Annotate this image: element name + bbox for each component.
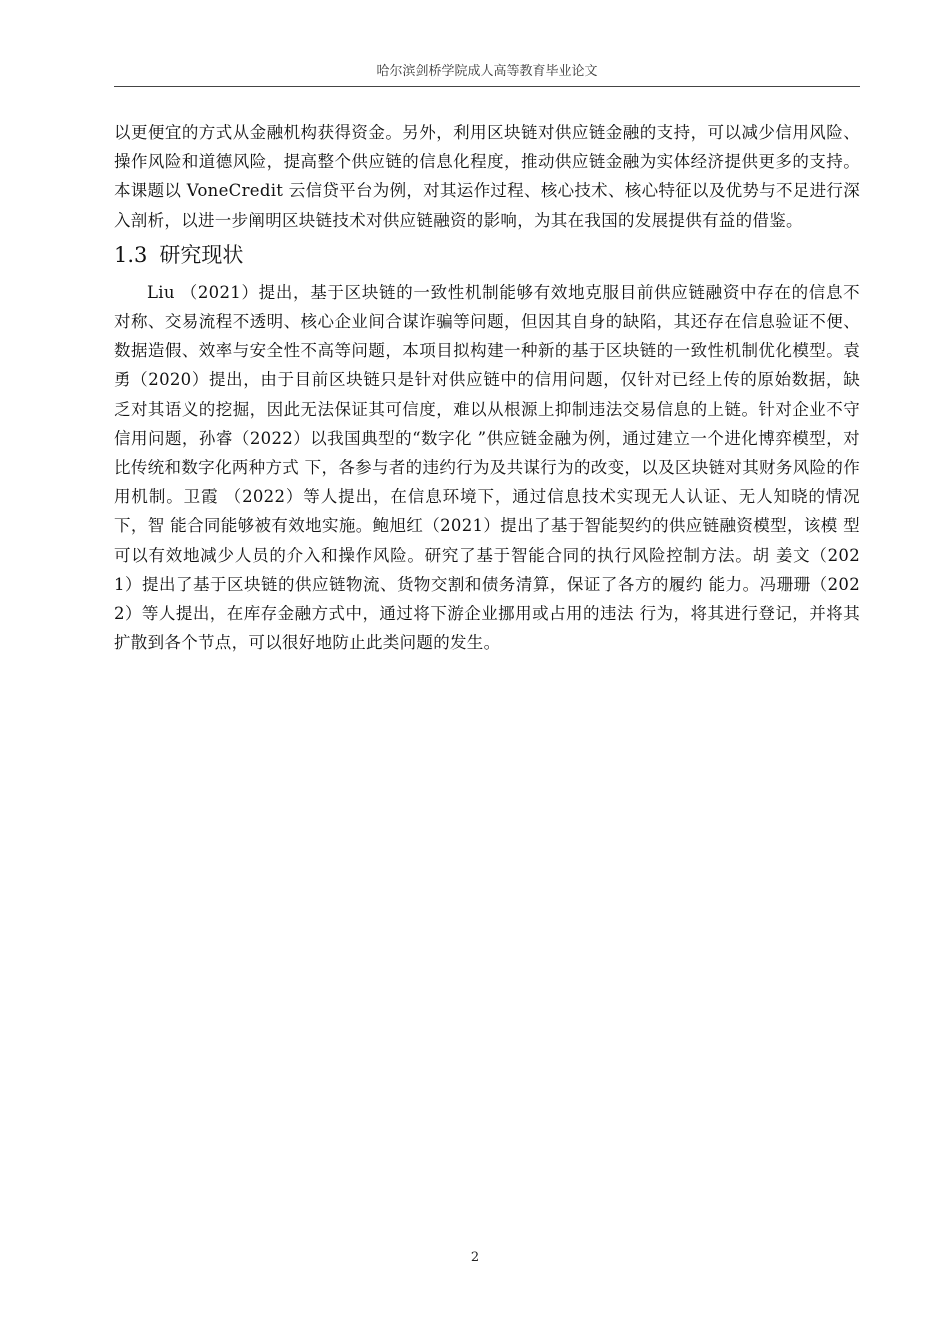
section-title: 研究现状 — [159, 242, 244, 267]
page-header: 哈尔滨剑桥学院成人高等教育毕业论文 — [114, 60, 860, 87]
main-content — [114, 118, 860, 657]
section-number: 1.3 — [114, 242, 148, 267]
intro-paragraph: 以更便宜的方式从金融机构获得资金。另外，利用区块链对供应链金融的支持，可以减少信用风险、操作风险和道德风险，提高整个供应链的信息化程度，推动供应链金融为实体经济提供更多的支持。本课题以 VoneCredit 云信贷平台为例，对其运作过程、核心技术、核心特征以及优势与不足进行深入剖析，以进一步阐明区块链技术对供应链融资的影响，为其在我国的发展提供有益的借鉴。 — [114, 123, 860, 230]
page-number: 2 — [470, 1250, 480, 1265]
research-paragraph: Liu （2021）提出，基于区块链的一致性机制能够有效地克服目前供应链融资中存在的信息不对称、交易流程不透明、核心企业间合谋诈骗等问题，但因其自身的缺陷，其还存在信息验证不便、数据造假、效率与安全性不高等问题，本项目拟构建一种新的基于区块链的一致性机制优化模型。袁勇（2020）提出，由于目前区块链只是针对供应链中的信用问题，仅针对已经上传的原始数据，缺乏对其语义的挖掘，因此无法保证其可信度，难以从根源上抑制违法交易信息的上链。针对企业不守信用问题，孙睿（2022）以我国典型的“数字化 ”供应链金融为例，通过建立一个进化博弈模型，对比传统和数字化两种方式 下，各参与者的违约行为及共谋行为的改变，以及区块链对其财务风险的作用机制。卫霞 （2022）等人提出，在信息环境下，通过信息技术实现无人认证、无人知晓的情况下，智 能合同能够被有效地实施。鲍旭红（2021）提出了基于智能契约的供应链融资模型，该模 型可以有效地减少人员的介入和操作风险。研究了基于智能合同的执行风险控制方法。胡 姜文（2021）提出了基于区块链的供应链物流、货物交割和债务清算，保证了各方的履约 能力。冯珊珊（2022）等人提出，在库存金融方式中，通过将下游企业挪用或占用的违法 行为，将其进行登记，并将其扩散到各个节点，可以很好地防止此类问题的发生。 — [114, 282, 860, 653]
section-heading — [114, 238, 860, 272]
